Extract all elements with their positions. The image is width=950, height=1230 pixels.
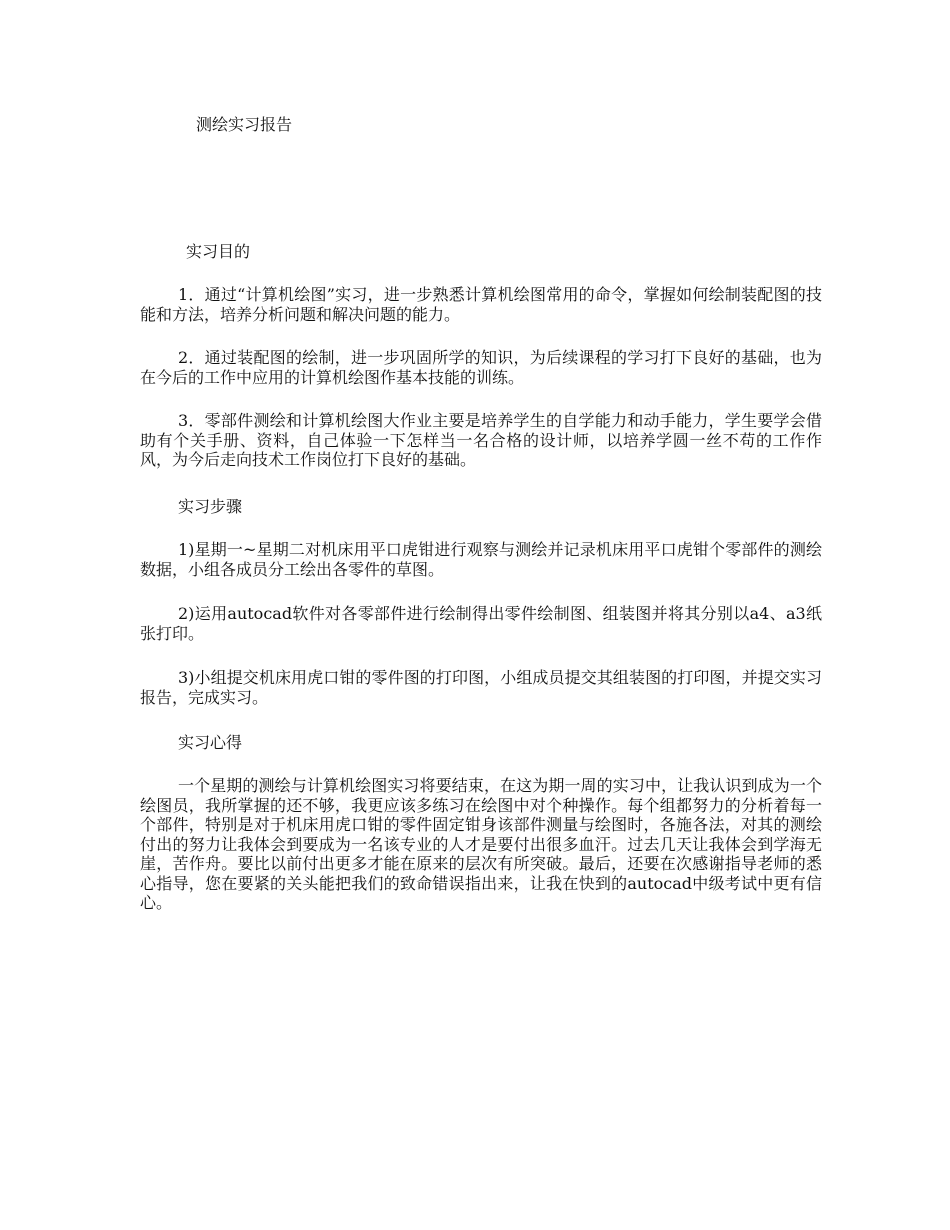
paragraph-objective-1: 1．通过“计算机绘图”实习，进一步熟悉计算机绘图常用的命令，掌握如何绘制装配图的技能和方法，培养分析问题和解决问题的能力。 <box>140 285 822 324</box>
paragraph-step-2: 2)运用autocad软件对各零部件进行绘制得出零件绘制图、组装图并将其分别以a4、a3纸张打印。 <box>140 604 822 643</box>
section-heading-steps: 实习步骤 <box>178 497 243 516</box>
document-title: 测绘实习报告 <box>196 115 293 134</box>
section-heading-reflections: 实习心得 <box>178 733 243 752</box>
paragraph-objective-3: 3．零部件测绘和计算机绘图大作业主要是培养学生的自学能力和动手能力，学生要学会借助有个关手册、资料，自己体验一下怎样当一名合格的设计师，以培养学圆一丝不苟的工作作风，为今后走向技术工作岗位打下良好的基础。 <box>140 411 822 469</box>
section-heading-objectives: 实习目的 <box>186 242 251 261</box>
paragraph-objective-2: 2．通过装配图的绘制，进一步巩固所学的知识，为后续课程的学习打下良好的基础，也为在今后的工作中应用的计算机绘图作基本技能的训练。 <box>140 348 822 387</box>
paragraph-step-3: 3)小组提交机床用虎口钳的零件图的打印图，小组成员提交其组装图的打印图，并提交实习报告，完成实习。 <box>140 668 822 707</box>
paragraph-reflection: 一个星期的测绘与计算机绘图实习将要结束，在这为期一周的实习中，让我认识到成为一个绘图员，我所掌握的还不够，我更应该多练习在绘图中对个种操作。每个组都努力的分析着每一个部件，特别是对于机床用虎口钳的零件固定钳身该部件测量与绘图时，各施各法，对其的测绘付出的努力让我体会到要成为一名该专业的人才是要付出很多血汗。过去几天让我体会到学海无崖，苦作舟。要比以前付出更多才能在原来的层次有所突破。最后，还要在次感谢指导老师的悉心指导，您在要紧的关头能把我们的致命错误指出来，让我在快到的autocad中级考试中更有信心。 <box>140 776 822 912</box>
paragraph-step-1: 1)星期一~星期二对机床用平口虎钳进行观察与测绘并记录机床用平口虎钳个零部件的测绘数据，小组各成员分工绘出各零件的草图。 <box>140 540 822 579</box>
